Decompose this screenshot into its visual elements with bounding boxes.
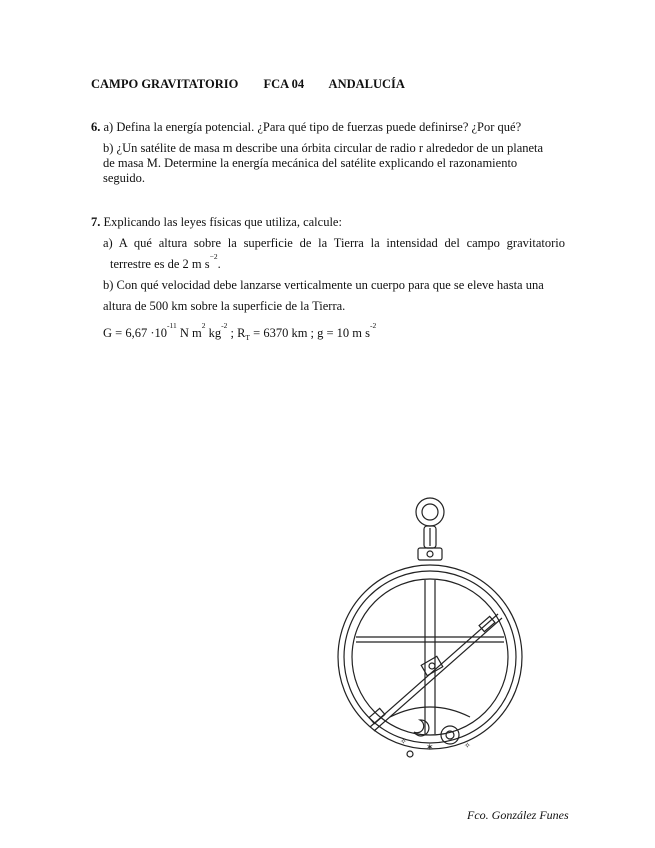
q7-constants — [103, 321, 377, 343]
q6-b-line3: seguido. — [103, 171, 146, 185]
svg-text:✧: ✧ — [464, 741, 471, 750]
q6-b-line1: b) ¿Un satélite de masa m describe una órbita circular de radio r alrededor de un planeta — [103, 141, 544, 155]
q7-a-line2-text: terrestre es de 2 m s — [110, 257, 210, 271]
const-units-kg: kg — [205, 326, 222, 340]
q7-a-line2-exp: −2 — [209, 252, 218, 261]
const-m-exp: 2 — [201, 321, 206, 330]
svg-text:✶: ✶ — [426, 743, 434, 753]
astrolabe-illustration — [330, 492, 530, 777]
q6-number: 6. — [91, 120, 101, 134]
const-g2-exp: -2 — [370, 321, 377, 330]
header-region: ANDALUCÍA — [328, 77, 405, 91]
const-rt-value: = 6370 km ; g = 10 m s — [250, 326, 371, 340]
const-g-exp: -11 — [167, 321, 177, 330]
q7-b-line1: b) Con qué velocidad debe lanzarse verticalmente un cuerpo para que se eleve hasta una — [103, 278, 544, 292]
q6-a-text: a) Defina la energía potencial. ¿Para qué tipo de fuerzas puede definirse? ¿Por qué? — [103, 120, 522, 134]
const-rt-sep: ; R — [227, 326, 246, 340]
const-kg-exp: -2 — [221, 321, 228, 330]
page-header — [91, 77, 427, 92]
q7-a-line1: a) A qué altura sobre la superficie de la Tierra la intensidad del campo gravitatorio — [103, 236, 565, 250]
header-topic: CAMPO GRAVITATORIO — [91, 77, 239, 91]
header-code: FCA 04 — [263, 77, 305, 91]
q7-a-line2 — [110, 252, 221, 274]
q7-b-line2: altura de 500 km sobre la superficie de la Tierra. — [103, 299, 346, 313]
q6-part-a — [91, 119, 521, 135]
const-units-n: N m — [176, 326, 202, 340]
footer-author: Fco. González Funes — [467, 808, 569, 822]
const-rt-sub: T — [245, 333, 251, 342]
q7-intro — [91, 214, 342, 230]
q7-a-line2-end: . — [217, 257, 221, 271]
q6-b-line2: de masa M. Determine la energía mecánica del satélite explicando el razonamiento — [103, 156, 518, 170]
const-g-label: G = 6,67 ·10 — [103, 326, 167, 340]
q7-number: 7. — [91, 215, 101, 229]
q7-intro-text: Explicando las leyes físicas que utiliza, calcule: — [103, 215, 342, 229]
svg-text:✧: ✧ — [400, 737, 407, 746]
